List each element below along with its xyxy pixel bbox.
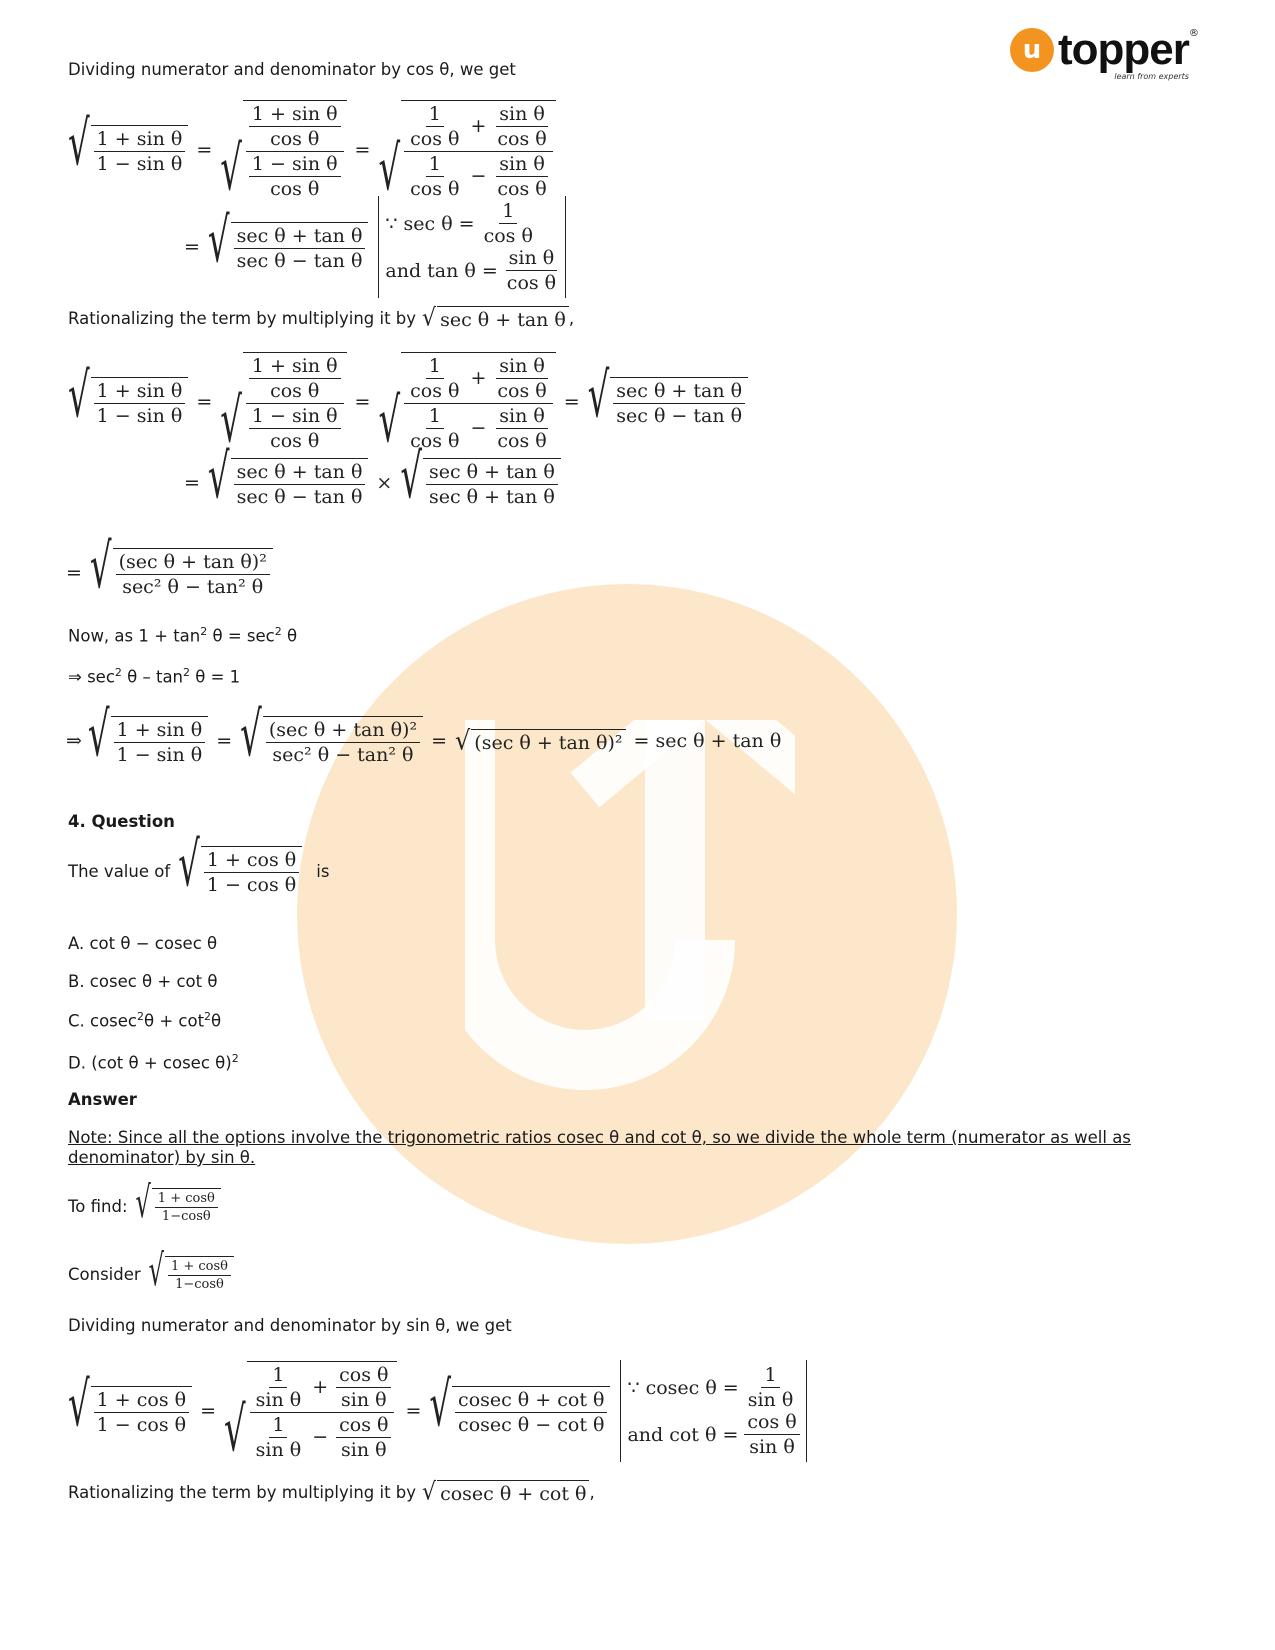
equation-5: √ $\frac{\text{1 + cos θ}}{\text{1 − cos θ}}$ = √ $\frac{1}{\text{sin θ}}$ + $\frac{\text{cos θ}}{\text{sin θ}}$ $\frac{1}{\text{sin θ}}$ − $\frac{\text{cos θ}}{\text{sin θ}}$ = √ $\frac{\text{cosec θ + cot θ}}{\text{cosec θ − cot θ}}$ ∵ cosec θ = $\frac{1}{\text{sin θ}}$ and cot θ = $\frac{\text{cos θ}}{\text{sin θ}}$ (68, 1360, 807, 1462)
brand-logo (1010, 25, 1199, 81)
sqrt-expr: √ $\frac{1}{\text{cos θ}}$ + $\frac{\text{sin θ}}{\text{cos θ}}$ $\frac{1}{\text{cos θ}}$ − $\frac{\text{sin θ}}{\text{cos θ}}$ (378, 100, 555, 200)
text-divide-cos: Dividing numerator and denominator by cos θ, we get (68, 60, 516, 79)
sqrt-expr: √ $\frac{\frac{\text{1 + sin θ}}{\text{cos θ}}}{\frac{\text{1 − sin θ}}{\text{cos θ}}}$ (220, 100, 346, 200)
to-find-line: To find: √ $\frac{1 + \cos\theta}{1-\cos\theta}$ (68, 1188, 221, 1224)
logo-u-icon: u (1010, 28, 1054, 72)
logo-registered: ® (1188, 28, 1199, 39)
equation-2: √ $\frac{\text{1 + sin θ}}{\text{1 − sin θ}}$ = √ $\frac{\frac{\text{1 + sin θ}}{\text{cos θ}}}{\frac{\text{1 − sin θ}}{\text{cos θ}}}$ = √ $\frac{1}{\text{cos θ}}$ + $\frac{\text{sin θ}}{\text{cos θ}}$ $\frac{1}{\text{cos θ}}$ − $\frac{\text{sin θ}}{\text{cos θ}}$ = √ $\frac{\text{sec θ + tan θ}}{\text{sec θ − tan θ}}$ (68, 352, 748, 452)
sqrt-expr: √ $\frac{\text{1 + sin θ}}{\text{1 − sin θ}}$ (68, 125, 188, 175)
bracket-identity-2: ∵ cosec θ = $\frac{1}{\text{sin θ}}$ and cot θ = $\frac{\text{cos θ}}{\text{sin θ}}$ (620, 1360, 806, 1462)
logo-text: topper (1058, 25, 1189, 74)
question-title: 4. Question (68, 812, 175, 831)
sqrt-expr: √ $\frac{\text{sec θ + tan θ}}{\text{sec θ − tan θ}}$ (208, 222, 368, 272)
equation-2b: = √ $\frac{\text{sec θ + tan θ}}{\text{sec θ − tan θ}}$ × √ $\frac{\text{sec θ + tan θ}}{\text{sec θ + tan θ}}$ (176, 458, 561, 508)
equation-4: ⇒ √ $\frac{\text{1 + sin θ}}{\text{1 − sin θ}}$ = √ $\frac{\text{(sec θ + tan θ)²}}{\text{sec² θ − tan² θ}}$ = √ (sec θ + tan θ)² = sec θ + tan θ (66, 699, 782, 772)
text-divide-sin: Dividing numerator and denominator by sin θ, we get (68, 1316, 512, 1335)
option-c: C. $cosec^2\theta + \cot^2\theta$ (68, 1010, 222, 1031)
answer-heading: Answer (68, 1090, 137, 1109)
option-b: B. cosec θ + cot θ (68, 972, 218, 991)
note-line-2: denominator) by sin θ. (68, 1148, 256, 1167)
text-rationalize-cosec: Rationalizing the term by multiplying it by √ cosec θ + cot θ , (68, 1478, 595, 1507)
option-d: D. (cot θ + cosec θ)$^2$ (68, 1052, 239, 1073)
note-line-1: Note: Since all the options involve the trigonometric ratios cosec θ and cot θ, so we divide the whole term (numerator as well as (68, 1128, 1131, 1147)
question-text: The value of √ $\frac{\text{1 + cos θ}}{\text{1 − cos θ}}$ is (68, 829, 330, 902)
option-a: A. cot θ − cosec θ (68, 934, 218, 953)
equation-1b: = √ $\frac{\text{sec θ + tan θ}}{\text{sec θ − tan θ}}$ ∵ sec θ = $\frac{1}{\text{cos θ}}$ and tan θ = $\frac{\text{sin θ}}{\text{cos θ}}$ (176, 196, 566, 298)
watermark-arrow-icon (465, 720, 795, 1120)
consider-line: Consider √ $\frac{1 + \cos\theta}{1-\cos\theta}$ (68, 1256, 234, 1292)
text-implies-identity: ⇒ $\sec^2 \theta - \tan^2 \theta = 1$ (68, 666, 241, 687)
text-identity: Now, as $1 + \tan^2 \theta = \sec^2 \theta$ (68, 625, 298, 646)
equation-3: = √ $\frac{\text{(sec θ + tan θ)²}}{\text{sec² θ − tan² θ}}$ (66, 548, 273, 598)
text-rationalize-sec: Rationalizing the term by multiplying it by √ sec θ + tan θ , (68, 304, 575, 333)
logo-tagline: learn from experts (1114, 72, 1189, 81)
bracket-identity: ∵ sec θ = $\frac{1}{\text{cos θ}}$ and tan θ = $\frac{\text{sin θ}}{\text{cos θ}}$ (378, 196, 566, 298)
equation-1: √ $\frac{\text{1 + sin θ}}{\text{1 − sin θ}}$ = √ $\frac{\frac{\text{1 + sin θ}}{\text{cos θ}}}{\frac{\text{1 − sin θ}}{\text{cos θ}}}$ = √ $\frac{1}{\text{cos θ}}$ + $\frac{\text{sin θ}}{\text{cos θ}}$ $\frac{1}{\text{cos θ}}$ − $\frac{\text{sin θ}}{\text{cos θ}}$ (68, 100, 556, 200)
